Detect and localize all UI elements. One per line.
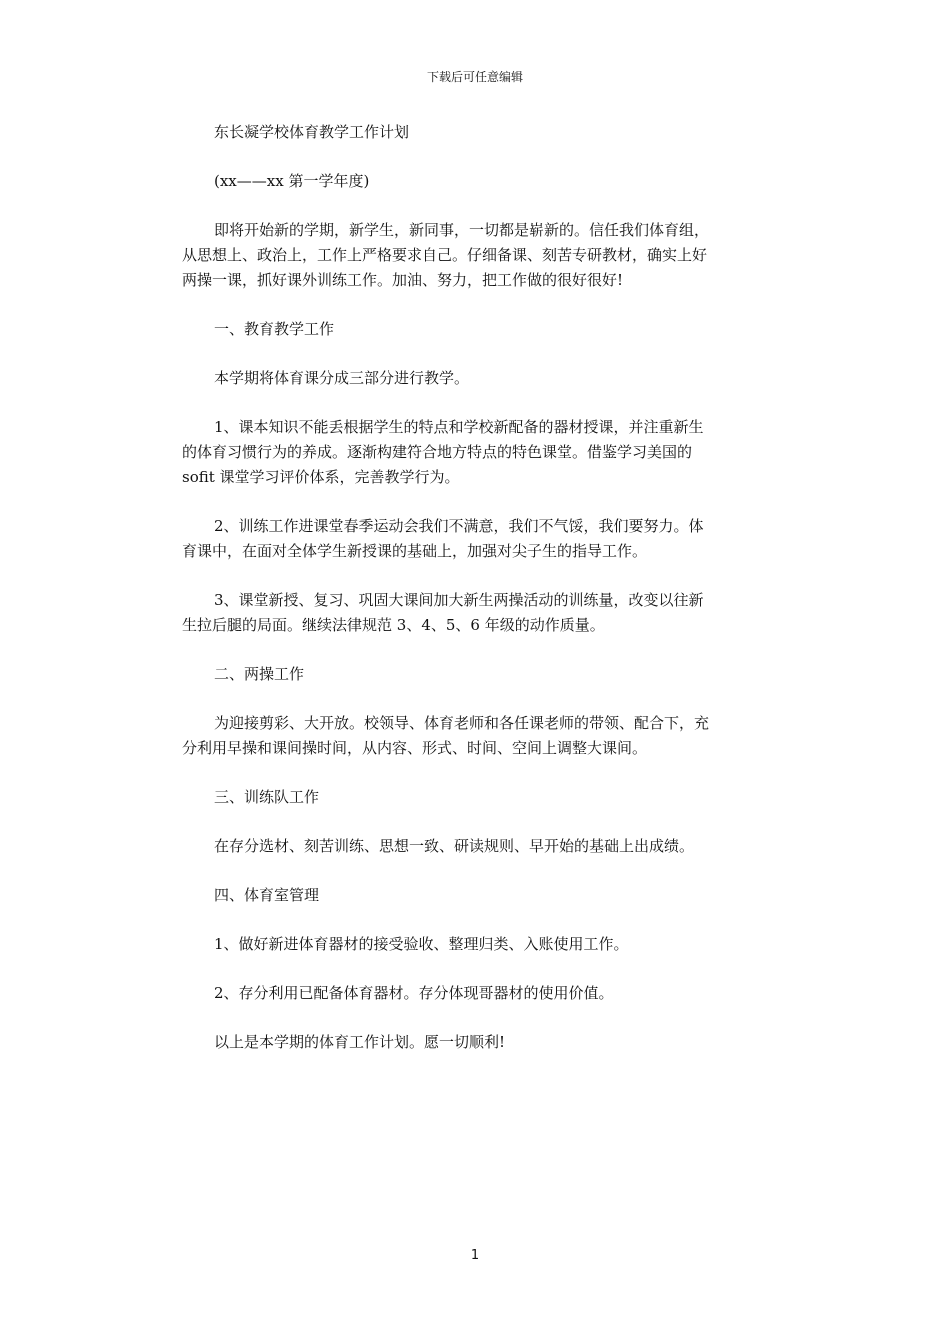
paragraph-line: 为迎接剪彩、大开放。校领导、体育老师和各任课老师的带领、配合下，充 — [214, 714, 710, 732]
section-heading: 四、体育室管理 — [214, 886, 320, 904]
paragraph-item-2 — [182, 514, 772, 564]
paragraph-line: 育课中，在面对全体学生新授课的基础上，加强对尖子生的指导工作。 — [182, 542, 648, 560]
paragraph-line: sofit 课堂学习评价体系，完善教学行为。 — [182, 468, 460, 486]
document-title: 东长凝学校体育教学工作计划 — [214, 123, 410, 141]
paragraph-line: 2、训练工作进课堂春季运动会我们不满意，我们不气馁，我们要努力。体 — [214, 517, 704, 535]
paragraph-line: 生拉后腿的局面。继续法律规范 3、4、5、6 年级的动作质量。 — [182, 616, 605, 634]
page-number: 1 — [470, 1248, 480, 1263]
document-body — [182, 120, 772, 1055]
section-heading: 一、教育教学工作 — [214, 320, 335, 338]
paragraph-line: 的体育习惯行为的养成。逐渐构建符合地方特点的特色课堂。借鉴学习美国的 — [182, 443, 693, 461]
header-note: 下载后可任意编辑 — [426, 70, 523, 84]
paragraph-line: 2、存分利用已配备体育器材。存分体现哥器材的使用价值。 — [214, 984, 614, 1002]
section-heading-exercises — [182, 662, 772, 687]
paragraph-line: 3、课堂新授、复习、巩固大课间加大新生两操活动的训练量，改变以往新 — [214, 591, 704, 609]
paragraph-line: 从思想上、政治上，工作上严格要求自己。仔细备课、刻苦专研教材，确实上好 — [182, 246, 708, 264]
paragraph-exercises — [182, 711, 772, 761]
paragraph-line: 以上是本学期的体育工作计划。愿一切顺利! — [214, 1033, 506, 1051]
paragraph-line: 在存分选材、刻苦训练、思想一致、研读规则、早开始的基础上出成绩。 — [214, 837, 695, 855]
paragraph-line: 即将开始新的学期，新学生，新同事，一切都是崭新的。信任我们体育组， — [214, 221, 710, 239]
paragraph-item-3 — [182, 588, 772, 638]
section-heading-equipment-room — [182, 883, 772, 908]
section-heading: 三、训练队工作 — [214, 788, 320, 806]
paragraph-line: 本学期将体育课分成三部分进行教学。 — [214, 369, 470, 387]
paragraph-line: 分利用早操和课间操时间，从内容、形式、时间、空间上调整大课间。 — [182, 739, 648, 757]
paragraph-line: 1、做好新进体育器材的接受验收、整理归类、入账使用工作。 — [214, 935, 629, 953]
paragraph-line: 1、课本知识不能丢根据学生的特点和学校新配备的器材授课，并注重新生 — [214, 418, 704, 436]
section-heading-training-team — [182, 785, 772, 810]
section-heading-teaching — [182, 317, 772, 342]
paragraph-item-1 — [182, 415, 772, 490]
paragraph-equipment-2 — [182, 981, 772, 1006]
paragraph-intro — [182, 218, 772, 293]
document-subtitle: (xx——xx 第一学年度) — [214, 172, 370, 190]
paragraph-training-team — [182, 834, 772, 859]
paragraph-equipment-1 — [182, 932, 772, 957]
section-heading: 二、两操工作 — [214, 665, 305, 683]
paragraph-closing — [182, 1030, 772, 1055]
paragraph-teaching-intro — [182, 366, 772, 391]
paragraph-line: 两操一课，抓好课外训练工作。加油、努力，把工作做的很好很好! — [182, 271, 624, 289]
